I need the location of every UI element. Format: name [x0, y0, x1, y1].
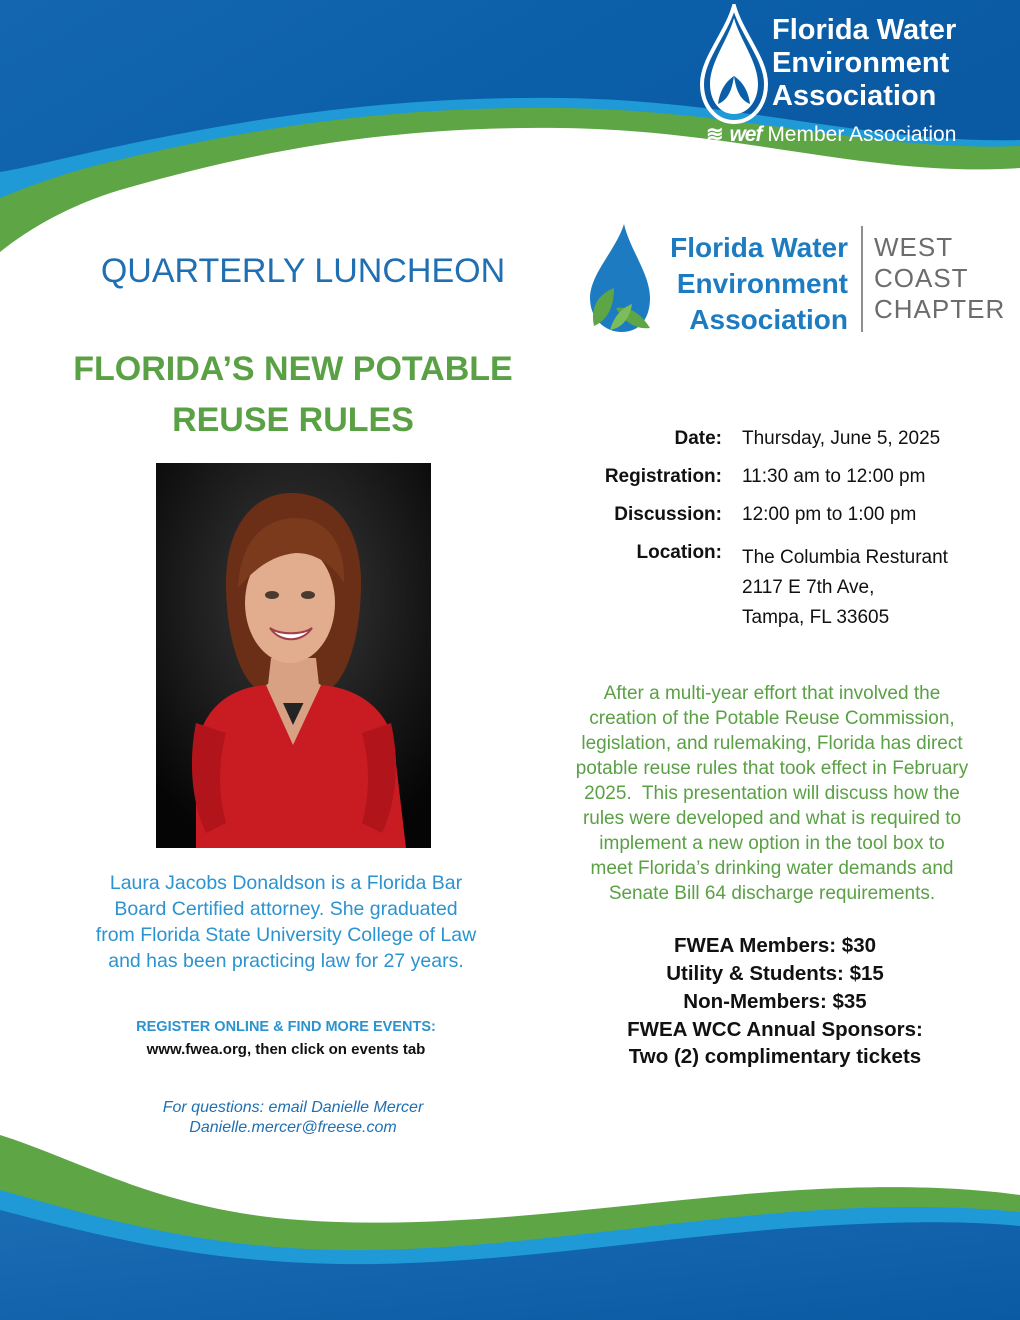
header-org-line3: Association — [772, 80, 937, 112]
price-sponsors: FWEA WCC Annual Sponsors: — [627, 1018, 923, 1041]
header-org-line1: Florida Water — [772, 14, 957, 46]
register-link[interactable]: www.fwea.org, then click on events tab — [146, 1041, 426, 1058]
event-type-heading: QUARTERLY LUNCHEON — [100, 252, 506, 290]
chapter-name-line2: COAST — [874, 263, 969, 293]
wef-wave-icon: ≋ — [706, 123, 724, 146]
fwea-header-logo-drop — [698, 4, 770, 124]
event-description — [530, 681, 1014, 906]
date-label: Date: — [674, 428, 722, 449]
bio-line1: Laura Jacobs Donaldson is a Florida Bar — [109, 872, 463, 894]
chapter-org-line1: Florida Water — [670, 232, 848, 263]
register-heading: REGISTER ONLINE & FIND MORE EVENTS: — [136, 1019, 436, 1035]
location-value — [742, 543, 948, 633]
event-title-line1: FLORIDA’S NEW POTABLE — [73, 350, 513, 388]
chapter-org-name — [600, 230, 848, 338]
location-line1: The Columbia Resturant — [742, 547, 948, 568]
description-line2: creation of the Potable Reuse Commission, — [589, 708, 955, 729]
price-sponsors-detail: Two (2) complimentary tickets — [628, 1045, 922, 1068]
location-line3: Tampa, FL 33605 — [742, 607, 890, 628]
description-line3: legislation, and rulemaking, Florida has direct — [581, 733, 963, 754]
speaker-bio — [58, 870, 514, 974]
registration-label: Registration: — [604, 466, 722, 487]
location-line2: 2117 E 7th Ave, — [742, 577, 875, 598]
event-title-line2: REUSE RULES — [172, 401, 414, 439]
wef-mark: wef — [729, 123, 762, 146]
chapter-org-line2: Environment — [676, 268, 848, 299]
bio-line4: and has been practicing law for 27 years. — [108, 950, 464, 972]
description-line1: After a multi-year effort that involved the — [603, 683, 941, 704]
description-line7: implement a new option in the tool box to — [599, 833, 945, 854]
wef-member-text: Member Association — [767, 123, 957, 146]
contact-email-link[interactable]: Danielle.mercer@freese.com — [189, 1119, 397, 1136]
chapter-name-line3: CHAPTER — [874, 294, 1006, 324]
location-label: Location: — [636, 542, 722, 563]
description-line9: Senate Bill 64 discharge requirements. — [608, 883, 936, 904]
speaker-photo — [156, 463, 431, 848]
header-org-name — [772, 14, 1012, 113]
description-line5: 2025. This presentation will discuss how the — [584, 783, 960, 804]
discussion-value: 12:00 pm to 1:00 pm — [742, 504, 917, 525]
chapter-logo-divider — [861, 226, 863, 332]
price-utility-students: Utility & Students: $15 — [666, 962, 884, 985]
discussion-label: Discussion: — [614, 504, 722, 525]
date-value: Thursday, June 5, 2025 — [742, 428, 941, 449]
description-line8: meet Florida’s drinking water demands and — [590, 858, 954, 879]
registration-value: 11:30 am to 12:00 pm — [742, 466, 926, 487]
description-line6: rules were developed and what is required to — [582, 808, 962, 829]
contact-line: For questions: email Danielle Mercer — [162, 1099, 424, 1116]
header-org-line2: Environment — [772, 47, 950, 79]
bio-line3: from Florida State University College of Law — [95, 924, 477, 946]
bio-line2: Board Certified attorney. She graduated — [114, 898, 458, 920]
description-line4: potable reuse rules that took effect in February — [575, 758, 969, 779]
price-non-members: Non-Members: $35 — [683, 990, 867, 1013]
event-title — [40, 344, 546, 446]
chapter-name — [874, 232, 1005, 325]
price-members: FWEA Members: $30 — [673, 934, 877, 957]
wef-member-badge — [706, 122, 956, 147]
chapter-name-line1: WEST — [874, 232, 954, 262]
chapter-org-line3: Association — [689, 304, 848, 335]
